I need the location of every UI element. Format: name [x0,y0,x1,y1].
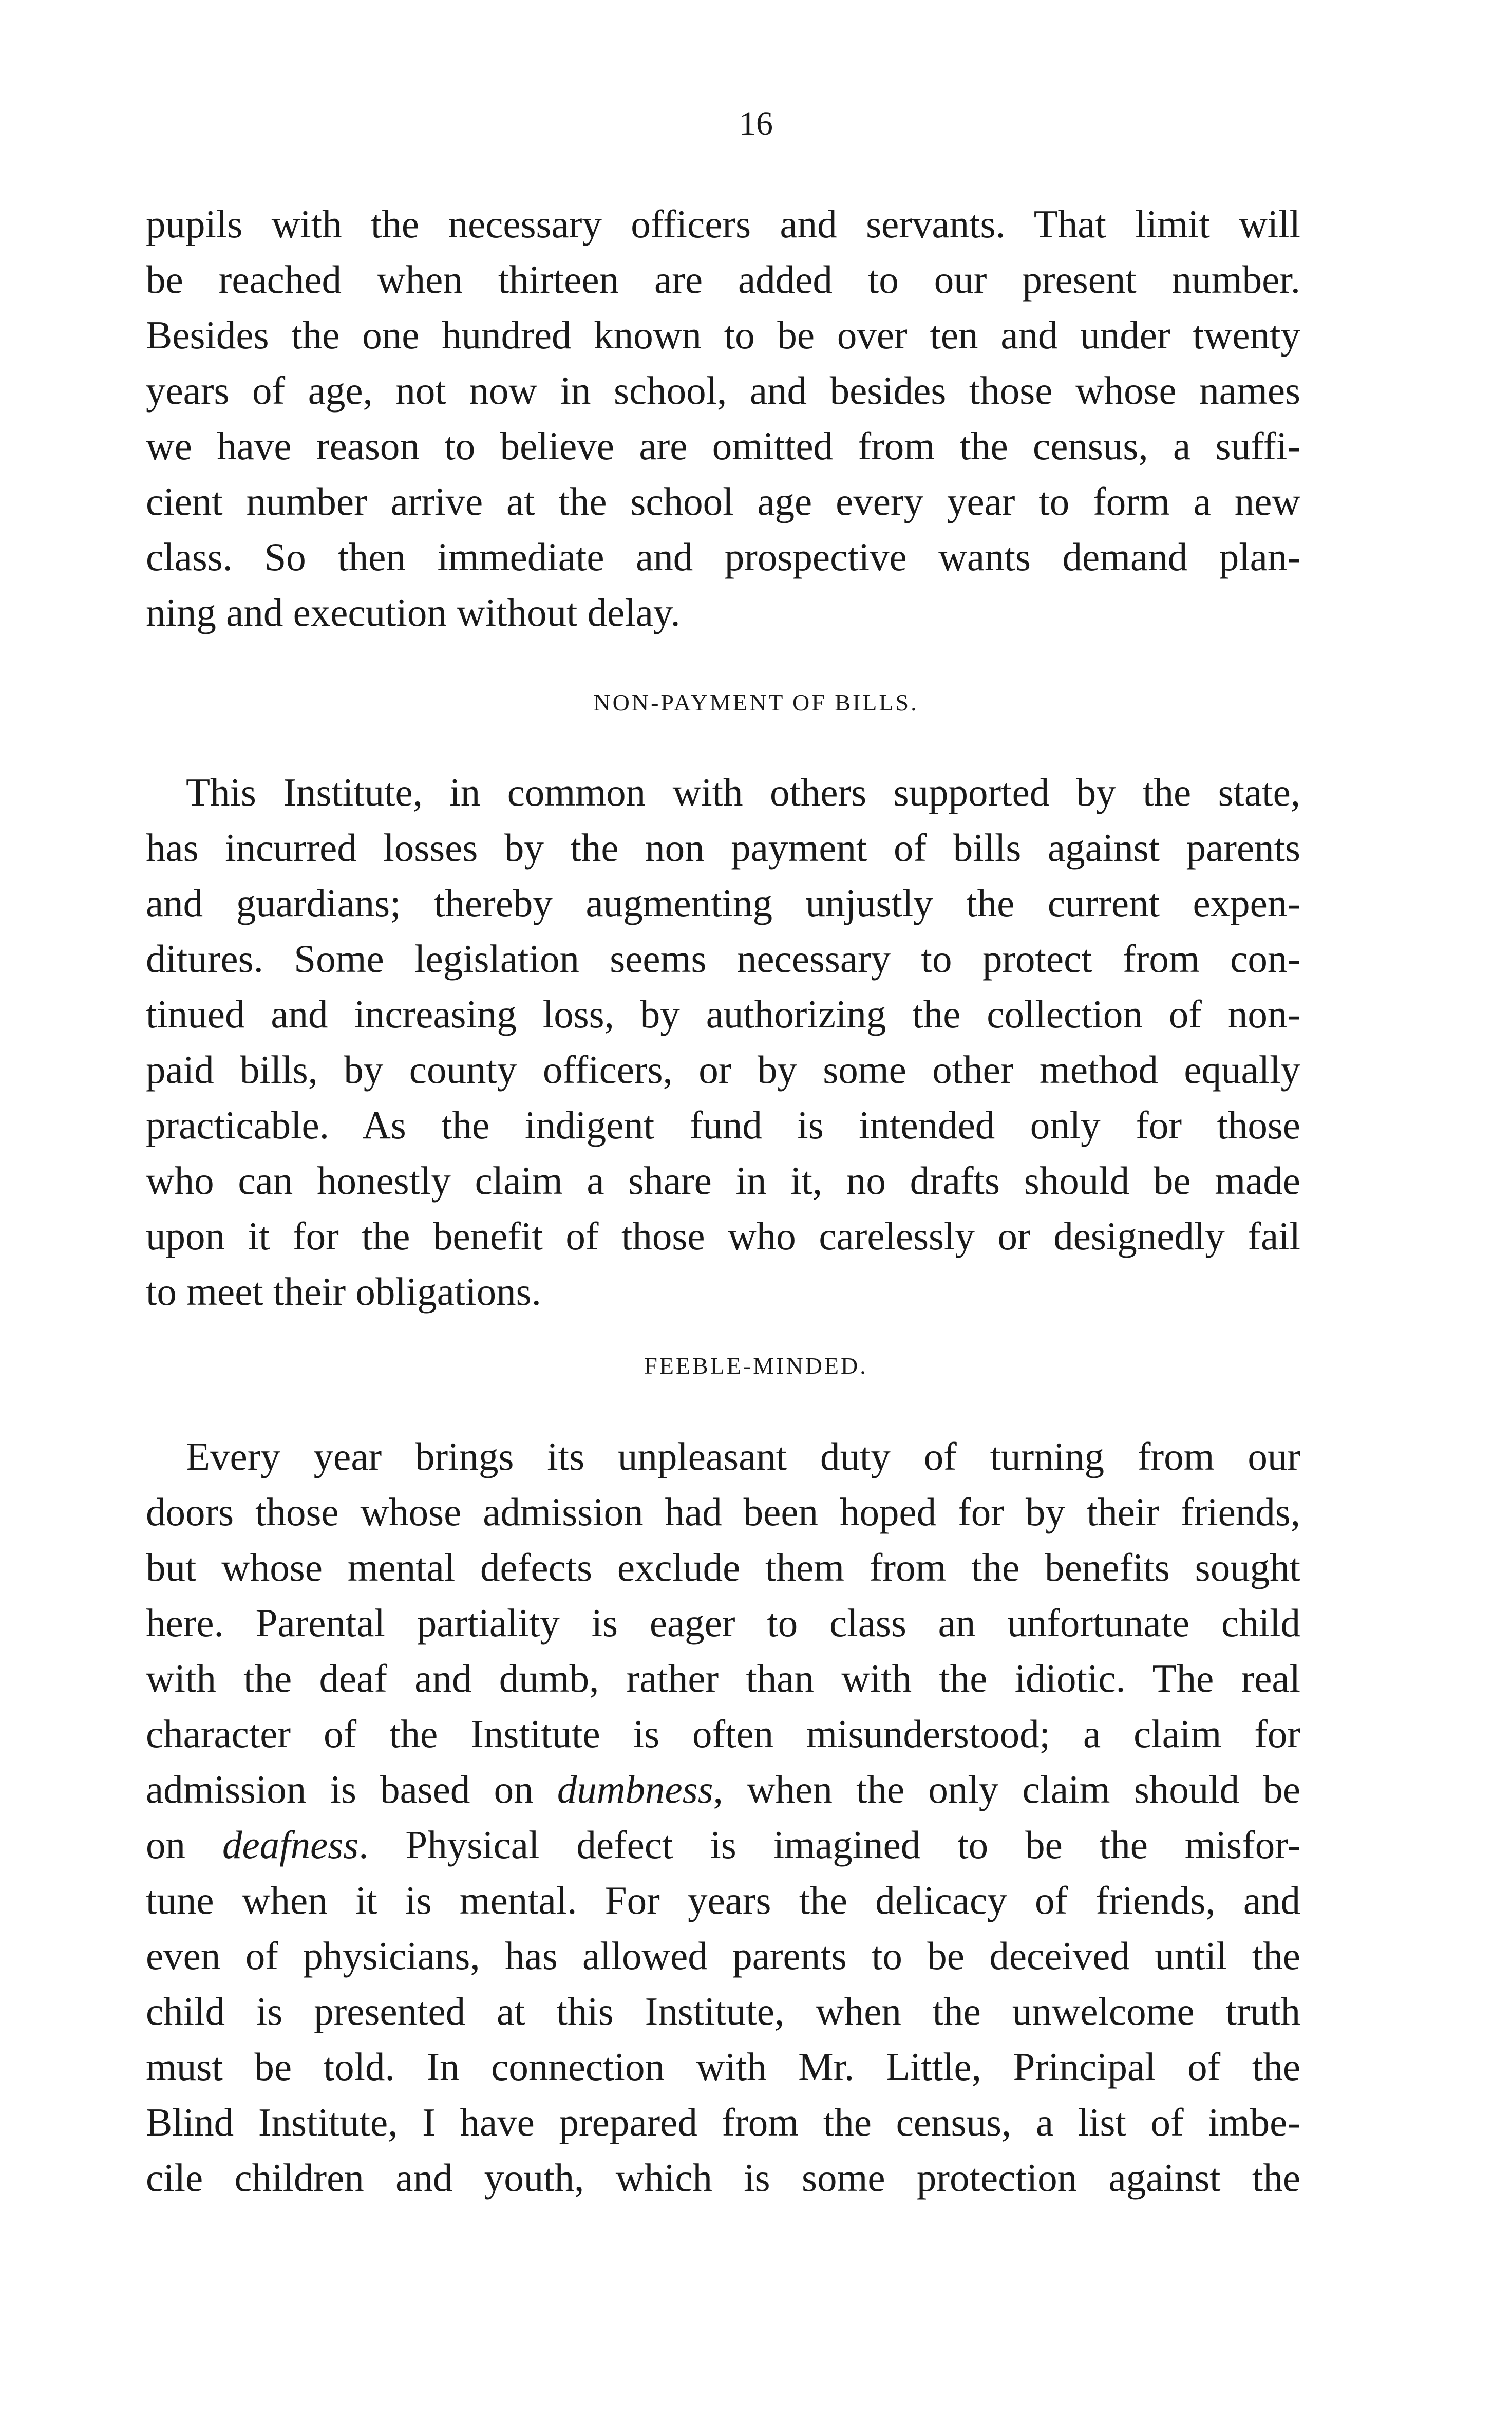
text-line: must be told. In connection with Mr. Little, Principal of the [146,2045,1300,2089]
text-line: ning and execution without delay. [146,590,681,634]
text-line: to meet their obligations. [146,1269,541,1314]
text-line: character of the Institute is often misunderstood; a claim for [146,1712,1300,1756]
text-segment: on [146,1823,222,1867]
text-line: upon it for the benefit of those who carelessly or designedly fail [146,1214,1300,1258]
section-heading-non-payment: NON-PAYMENT OF BILLS. [593,689,919,716]
text-line: and guardians; thereby augmenting unjustly the current expen- [146,881,1300,925]
text-line: practicable. As the indigent fund is intended only for those [146,1103,1300,1147]
text-line: even of physicians, has allowed parents to be deceived until the [146,1934,1300,1978]
text-line: here. Parental partiality is eager to class an unfortunate child [146,1601,1300,1645]
text-line-deafness [146,1817,1300,1872]
feeble-minded-paragraph [146,1429,1300,2205]
text-segment: . Physical defect is imagined to be the misfor- [358,1823,1301,1867]
text-line: cile children and youth, which is some protection against the [146,2156,1300,2200]
text-line: doors those whose admission had been hoped for by their friends, [146,1490,1300,1534]
text-line: ditures. Some legislation seems necessary to protect from con- [146,936,1300,981]
non-payment-paragraph [146,764,1300,1319]
text-line: cient number arrive at the school age every year to form a new [146,479,1300,523]
text-line: who can honestly claim a share in it, no drafts should be made [146,1158,1300,1203]
italic-word-dumbness: dumbness [557,1767,713,1811]
text-line: Blind Institute, I have prepared from the census, a list of imbe- [146,2100,1300,2144]
text-line: class. So then immediate and prospective wants demand plan- [146,535,1300,579]
text-line: years of age, not now in school, and besides those whose names [146,368,1300,413]
text-line: Besides the one hundred known to be over ten and under twenty [146,313,1300,357]
italic-word-deafness: deafness [222,1823,359,1867]
text-line: This Institute, in common with others supported by the state, [186,770,1300,814]
text-line: paid bills, by county officers, or by some other method equally [146,1047,1300,1092]
intro-paragraph [146,196,1300,640]
text-segment: admission is based on [146,1767,557,1811]
text-line: child is presented at this Institute, when the unwelcome truth [146,1989,1300,2033]
page-number: 16 [739,105,773,142]
text-line-dumbness [146,1762,1300,1817]
text-line: we have reason to believe are omitted from the census, a suffi- [146,424,1300,468]
text-line: but whose mental defects exclude them from the benefits sought [146,1545,1300,1589]
section-heading-feeble-minded: FEEBLE-MINDED. [644,1353,868,1379]
text-line: has incurred losses by the non payment of bills against parents [146,826,1300,870]
text-line: tinued and increasing loss, by authorizing the collection of non- [146,992,1300,1036]
text-line: tune when it is mental. For years the delicacy of friends, and [146,1878,1300,1922]
text-line: with the deaf and dumb, rather than with the idiotic. The real [146,1656,1300,1700]
text-line: pupils with the necessary officers and servants. That limit will [146,202,1300,246]
text-line: Every year brings its unpleasant duty of turning from our [186,1434,1300,1478]
text-segment: , when the only claim should be [713,1767,1301,1811]
text-line: be reached when thirteen are added to our present number. [146,257,1300,302]
